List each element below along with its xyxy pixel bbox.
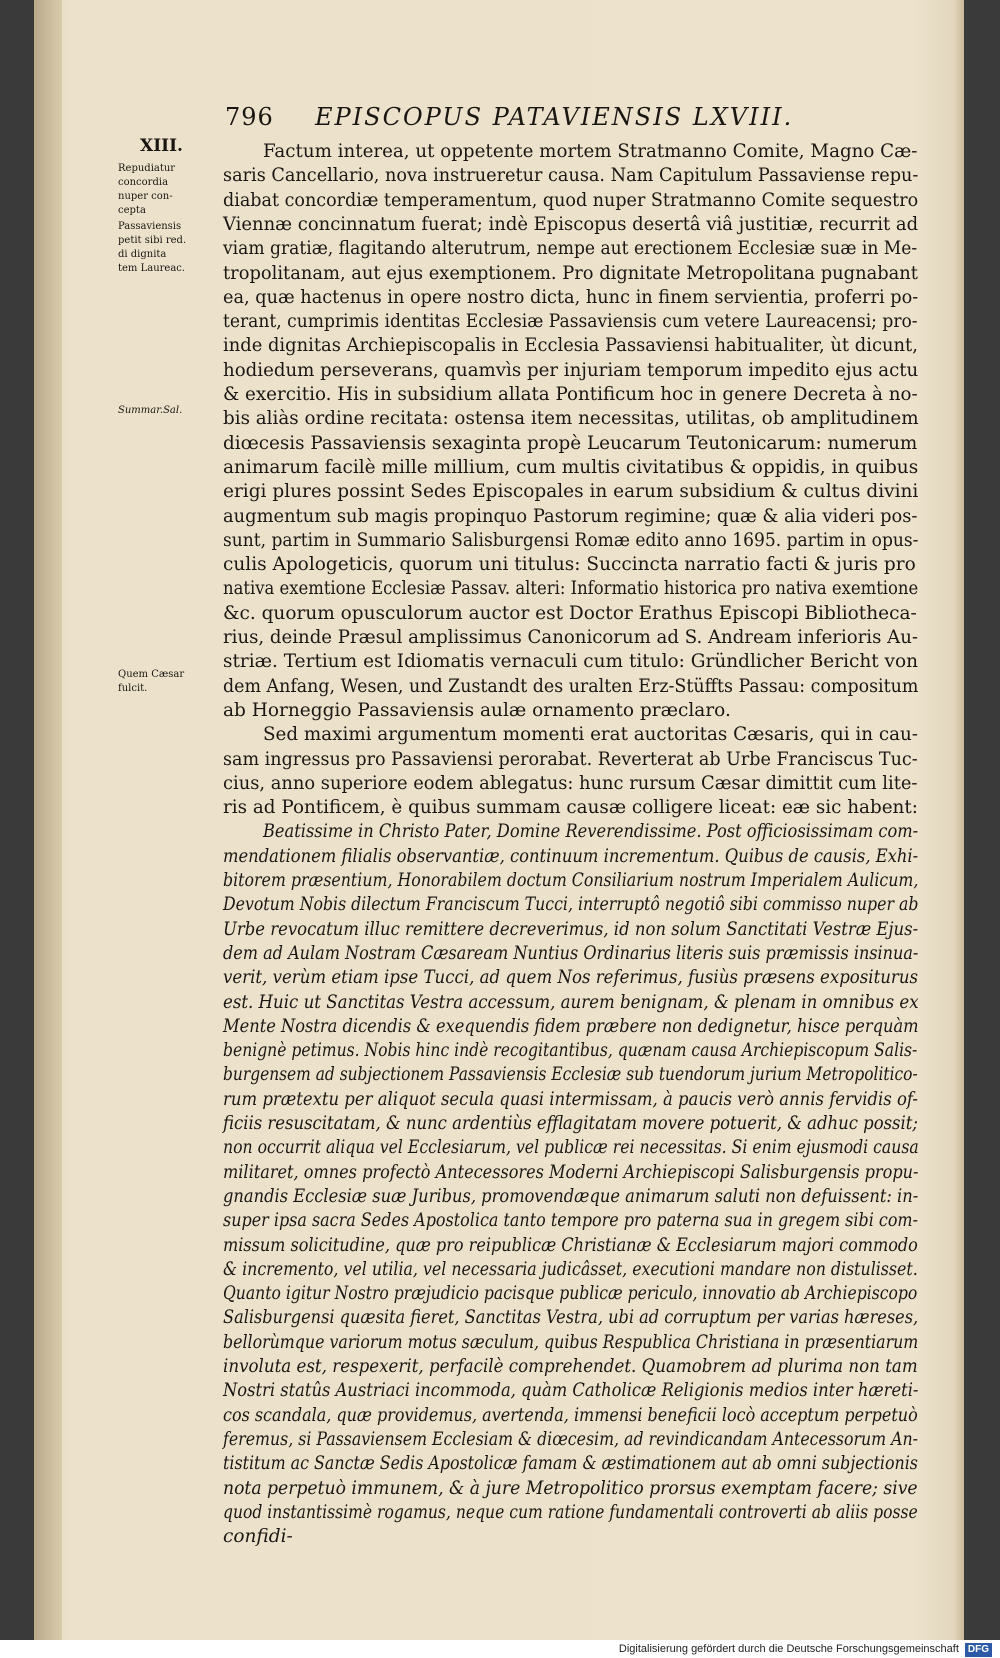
margin-note: concordia bbox=[118, 177, 169, 188]
text-line: saris Cancellario, nova instrueretur causa. Nam Capitulum Passaviense repu- bbox=[223, 165, 919, 187]
text-line: tistitum ac Sanctæ Sedis Apostolicæ famam & æstimationem aut ab omni subjectionis bbox=[223, 1453, 918, 1475]
text-line: bitorem præsentium, Honorabilem doctum Consiliarium nostrum Imperialem Aulicum, bbox=[223, 870, 919, 891]
text-line: Devotum Nobis dilectum Franciscum Tucci, interruptô negotiô sibi commisso nuper ab bbox=[223, 894, 919, 916]
margin-note: Passaviensis bbox=[118, 221, 182, 232]
text-line: striæ. Tertium est Idiomatis vernaculi cum titulo: Gründlicher Bericht von bbox=[223, 651, 919, 673]
text-line: cius, anno superiore eodem ablegatus: hunc rursum Cæsar dimittit cum lite- bbox=[223, 772, 918, 794]
text-line: benignè petimus. Nobis hinc indè recogitantibus, quænam causa Archiepiscopum Salis- bbox=[223, 1040, 918, 1062]
text-line: ab Horneggio Passaviensis aulæ ornamento præclaro. bbox=[223, 699, 731, 721]
text-line: missum solicitudine, quæ pro reipublicæ Christianæ & Ecclesiarum majori commodo bbox=[223, 1234, 918, 1256]
margin-note: di dignita bbox=[118, 249, 167, 260]
text-line: inde dignitas Archiepiscopalis in Ecclesia Passaviensi habitualiter, ùt dicunt, bbox=[223, 335, 918, 357]
text-line: Sed maximi argumentum momenti erat auctoritas Cæsaris, qui in cau- bbox=[263, 724, 918, 746]
text-line: cos scandala, quæ providemus, avertenda, immensi beneficii locò acceptum perpetuò bbox=[223, 1404, 918, 1426]
running-head: EPISCOPUS PATAVIENSIS LXVIII. bbox=[315, 103, 794, 131]
text-line: confidi- bbox=[223, 1526, 293, 1548]
text-line: &c. quorum opusculorum auctor est Doctor Erathus Episcopi Bibliotheca- bbox=[223, 602, 917, 624]
text-line: Mente Nostra dicendis & exequendis fidem præbere non dedignetur, hisce perquàm bbox=[223, 1015, 919, 1037]
digitization-footer bbox=[0, 1640, 1000, 1658]
margin-note: cepta bbox=[118, 205, 146, 216]
margin-note: Quem Cæsar bbox=[118, 669, 185, 680]
text-line: verit, verùm etiam ipse Tucci, ad quem Nos referimus, fusiùs præsens expositurus bbox=[223, 967, 919, 989]
margin-note: nuper con- bbox=[118, 191, 173, 202]
text-line: dem Anfang, Wesen, und Zustandt des uralten Erz-Stüffts Passau: compositum bbox=[223, 675, 919, 697]
book-gutter bbox=[34, 0, 62, 1640]
text-line: viam gratiæ, flagitando alterutrum, nempe aut erectionem Ecclesiæ suæ in Me- bbox=[223, 238, 918, 260]
text-line: involuta est, respexerit, perfacilè comprehendet. Quamobrem ad plurima non tam bbox=[223, 1356, 918, 1377]
text-line: augmentum sub magis propinquo Pastorum regimine; quæ & alia videri pos- bbox=[223, 505, 918, 527]
text-line: sunt, partim in Summario Salisburgensi Romæ edito anno 1695. partim in opus- bbox=[223, 529, 919, 551]
section-number: XIII. bbox=[140, 136, 183, 156]
text-line: mendationem filialis observantiæ, continuum incrementum. Quibus de causis, Exhi- bbox=[223, 845, 919, 867]
text-line: dem ad Aulam Nostram Cæsaream Nuntius Ordinarius literis suis præmissis insinua- bbox=[223, 942, 919, 964]
text-line: hodiedum perseverans, quamvìs per injuriam temporum impedito ejus actu bbox=[223, 359, 919, 381]
margin-note: petit sibi red. bbox=[118, 235, 187, 246]
text-line: rius, deinde Præsul amplissimus Canonicorum ad S. Andream inferioris Au- bbox=[223, 627, 919, 648]
text-line: Urbe revocatum illuc remittere decreverimus, id non solum Sanctitati Vestræ Ejus- bbox=[223, 918, 919, 940]
text-line: rum prætextu per aliquot secula quasi intermissam, à paucis verò annis fervidis of- bbox=[223, 1088, 918, 1110]
text-line: diabat concordiæ temperamentum, quod nuper Stratmanno Comite sequestro bbox=[223, 189, 919, 211]
text-line: & incremento, vel utilia, vel necessaria judicâsset, executioni mandare non distulisset. bbox=[223, 1258, 918, 1280]
text-line: nativa exemtione Ecclesiæ Passav. alteri: Informatio historica pro nativa exemtione bbox=[223, 578, 919, 600]
text-line: nota perpetuò immunem, & à jure Metropolitico prorsus exemptam facere; sive bbox=[223, 1477, 918, 1499]
text-line: bis aliàs ordine recitata: ostensa item necessitas, utilitas, ob amplitudinem bbox=[223, 408, 919, 430]
margin-citation: Summar.Sal. bbox=[118, 405, 183, 416]
bleed-through bbox=[940, 690, 1000, 1350]
page-header bbox=[225, 103, 865, 141]
text-line: diœcesis Passaviensis sexaginta propè Leucarum Teutonicarum: numerum bbox=[223, 432, 918, 454]
text-line: est. Huic ut Sanctitas Vestra accessum, aurem benignam, & plenam in omnibus ex bbox=[223, 991, 919, 1013]
text-line: feremus, si Passaviensem Ecclesiam & diœcesim, ad revindicandam Antecessorum An- bbox=[223, 1428, 918, 1450]
margin-note: tem Laureac. bbox=[118, 263, 186, 274]
margin-note: Repudiatur bbox=[118, 163, 176, 174]
text-line: gnandis Ecclesiæ suæ Juribus, promovendæque animarum saluti non defuissent: in- bbox=[223, 1185, 919, 1207]
text-line: non occurrit aliqua vel Ecclesiarum, vel publicæ rei necessitas. Si enim ejusmodi causa bbox=[223, 1137, 919, 1159]
text-line: Factum interea, ut oppetente mortem Stratmanno Comite, Magno Cæ- bbox=[263, 141, 918, 162]
text-line: bellorùmque variorum motus sæculum, quibus Respublica Christiana in præsentiarum bbox=[223, 1331, 919, 1353]
margin-note: fulcit. bbox=[118, 683, 148, 694]
funding-credit: Digitalisierung gefördert durch die Deutsche Forschungsgemeinschaft bbox=[618, 1643, 959, 1655]
dfg-logo: DFG bbox=[965, 1643, 992, 1657]
text-line: sam ingressus pro Passaviensi perorabat. Reverterat ab Urbe Franciscus Tuc- bbox=[223, 748, 918, 770]
text-line: & exercitio. His in subsidium allata Pontificum hoc in genere Decreta à no- bbox=[223, 384, 918, 405]
text-line: Nostri statûs Austriaci incommoda, quàm Catholicæ Religionis medios inter hæreti- bbox=[223, 1380, 919, 1402]
text-line: culis Apologeticis, quorum uni titulus: Succincta narratio facti & juris pro bbox=[223, 554, 916, 576]
text-line: animarum facilè mille millium, cum multis civitatibus & oppidis, in quibus bbox=[223, 456, 919, 478]
text-line: Viennæ concinnatum fuerat; indè Episcopus desertâ viâ justitiæ, recurrit ad bbox=[223, 213, 919, 235]
text-line: ficiis resuscitatam, & nunc ardentiùs efflagitatam movere potuerit, & adhuc possit; bbox=[223, 1113, 918, 1134]
text-line: terant, cumprimis identitas Ecclesiæ Passaviensis cum vetere Laureacensi; pro- bbox=[223, 311, 918, 333]
text-line: erigi plures possint Sedes Episcopales in earum subsidium & cultus divini bbox=[223, 481, 919, 503]
page-number: 796 bbox=[225, 103, 274, 131]
text-line: Beatissime in Christo Pater, Domine Reverendissime. Post officiosissimam com- bbox=[263, 821, 919, 843]
text-line: ris ad Pontificem, è quibus summam causæ colligere liceat: eæ sic habent: bbox=[223, 797, 918, 819]
text-line: militaret, omnes profectò Antecessores Moderni Archiepiscopi Salisburgensis propu- bbox=[223, 1161, 919, 1183]
text-line: super ipsa sacra Sedes Apostolica tanto tempore pro paterna sua in gregem sibi com- bbox=[223, 1210, 918, 1232]
text-line: burgensem ad subjectionem Passaviensis Ecclesiæ sub tuendorum jurium Metropolitico- bbox=[223, 1064, 918, 1086]
text-line: Salisburgensi quæsita fieret, Sanctitas Vestra, ubi ad corruptum per varias hæreses, bbox=[223, 1307, 919, 1329]
text-line: tropolitanam, aut ejus exemptionem. Pro dignitate Metropolitana pugnabant bbox=[223, 262, 918, 284]
text-line: Quanto igitur Nostro præjudicio pacisque publicæ periculo, innovatio ab Archiepiscopo bbox=[223, 1283, 918, 1305]
text-line: quod instantissimè rogamus, neque cum ratione fundamentali controverti ab aliis posse bbox=[223, 1501, 918, 1523]
text-line: ea, quæ hactenus in opere nostro dicta, hunc in finem servientia, proferri po- bbox=[223, 286, 919, 308]
